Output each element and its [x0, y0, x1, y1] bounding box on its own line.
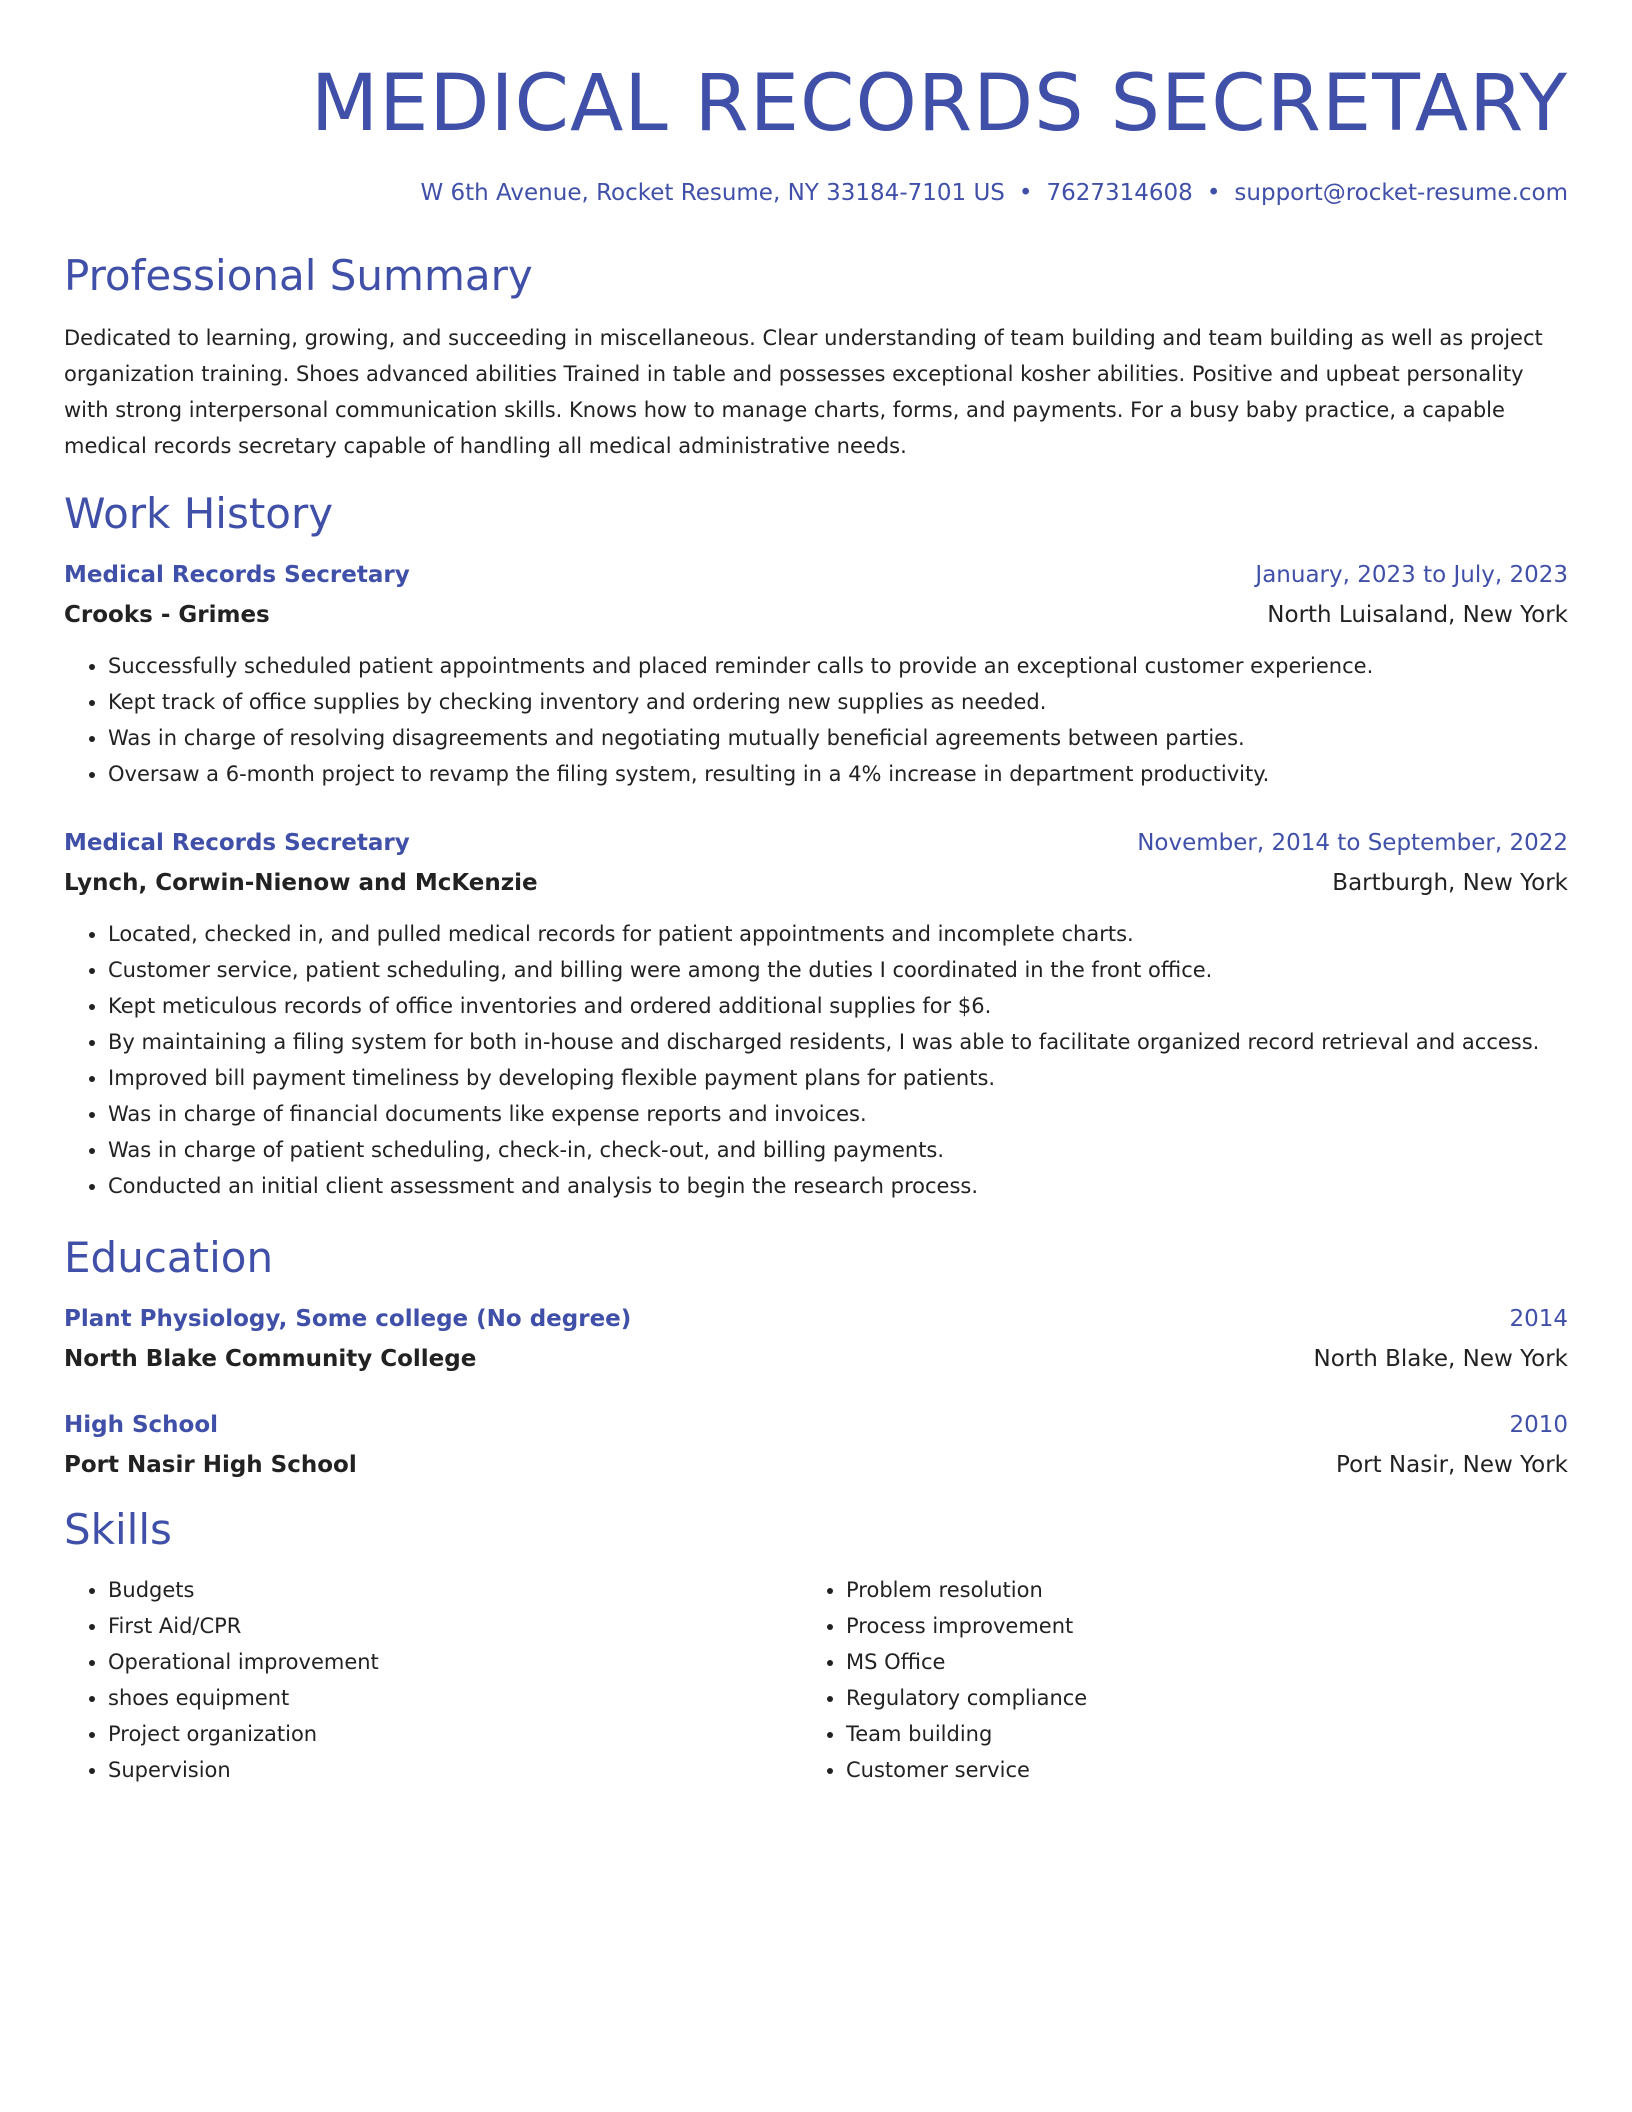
contact-separator: • [1018, 180, 1033, 206]
list-item: • Was in charge of resolving disagreements and negotiating mutually beneficial agreements between parties. [108, 720, 1568, 756]
skills-column-right [802, 1572, 1540, 1788]
job-role: Medical Records Secretary [64, 830, 410, 856]
education-heading: Education [64, 1233, 274, 1282]
skill-item: • shoes equipment [108, 1680, 802, 1716]
summary-text: Dedicated to learning, growing, and succeeding in miscellaneous. Clear understanding of team building and team building as well as project organization training. Shoes advanced abilities Trained in table and possesses exceptional kosher abilities. Positive and upbeat personality with strong interpersonal communication skills. Knows how to manage charts, forms, and payments. For a busy baby practice, a capable medical records secretary capable of handling all medical administrative needs. [64, 326, 1543, 458]
skill-item: • MS Office [846, 1644, 1540, 1680]
job-location: Bartburgh, New York [1332, 870, 1568, 896]
education-entry [64, 1410, 1568, 1480]
education-school: North Blake Community College [64, 1346, 477, 1372]
contact-phone: 7627314608 [1046, 180, 1193, 206]
job-dates: January, 2023 to July, 2023 [1255, 562, 1568, 588]
contact-line [64, 178, 1568, 208]
work-history-heading: Work History [64, 489, 334, 538]
education-degree: High School [64, 1412, 219, 1438]
education-location: Port Nasir, New York [1336, 1452, 1568, 1478]
education-entry [64, 1304, 1568, 1374]
summary-heading: Professional Summary [64, 251, 533, 300]
job-duties [64, 916, 1568, 1204]
education-location: North Blake, New York [1313, 1346, 1568, 1372]
job-location: North Luisaland, New York [1267, 602, 1568, 628]
skill-item: • Project organization [108, 1716, 802, 1752]
list-item: • By maintaining a filing system for both in-house and discharged residents, I was able to facilitate organized record retrieval and access. [108, 1024, 1568, 1060]
skill-item: • Regulatory compliance [846, 1680, 1540, 1716]
list-item: • Located, checked in, and pulled medical records for patient appointments and incomplete charts. [108, 916, 1568, 952]
skills-grid [64, 1572, 1568, 1788]
education-degree: Plant Physiology, Some college (No degree) [64, 1306, 632, 1332]
job-role: Medical Records Secretary [64, 562, 410, 588]
list-item: • Was in charge of financial documents like expense reports and invoices. [108, 1096, 1568, 1132]
job-dates: November, 2014 to September, 2022 [1137, 830, 1568, 856]
skill-item: • Team building [846, 1716, 1540, 1752]
list-item: • Conducted an initial client assessment and analysis to begin the research process. [108, 1168, 1568, 1204]
list-item: • Improved bill payment timeliness by developing flexible payment plans for patients. [108, 1060, 1568, 1096]
education-school: Port Nasir High School [64, 1452, 357, 1478]
skill-item: • Operational improvement [108, 1644, 802, 1680]
skill-item: • Budgets [108, 1572, 802, 1608]
job-duties [64, 648, 1568, 792]
contact-email[interactable]: support@rocket-resume.com [1234, 180, 1568, 206]
skill-item: • Problem resolution [846, 1572, 1540, 1608]
education-year: 2014 [1509, 1306, 1568, 1332]
skills-column-left [64, 1572, 802, 1788]
list-item: • Kept meticulous records of office inventories and ordered additional supplies for $6. [108, 988, 1568, 1024]
skills-heading: Skills [64, 1505, 172, 1554]
contact-address: W 6th Avenue, Rocket Resume, NY 33184-7101 US [420, 180, 1005, 206]
list-item: • Successfully scheduled patient appointments and placed reminder calls to provide an exceptional customer experience. [108, 648, 1568, 684]
skill-item: • Process improvement [846, 1608, 1540, 1644]
resume-header [64, 56, 1568, 208]
job-entry [64, 828, 1568, 1204]
skill-item: • First Aid/CPR [108, 1608, 802, 1644]
list-item: • Oversaw a 6-month project to revamp the filing system, resulting in a 4% increase in department productivity. [108, 756, 1568, 792]
education-year: 2010 [1509, 1412, 1568, 1438]
list-item: • Customer service, patient scheduling, and billing were among the duties I coordinated in the front office. [108, 952, 1568, 988]
candidate-title: MEDICAL RECORDS SECRETARY [310, 59, 1568, 149]
job-company: Crooks - Grimes [64, 602, 270, 628]
job-company: Lynch, Corwin-Nienow and McKenzie [64, 870, 538, 896]
contact-separator: • [1206, 180, 1221, 206]
list-item: • Kept track of office supplies by checking inventory and ordering new supplies as needed. [108, 684, 1568, 720]
job-entry [64, 560, 1568, 792]
list-item: • Was in charge of patient scheduling, check-in, check-out, and billing payments. [108, 1132, 1568, 1168]
skill-item: • Supervision [108, 1752, 802, 1788]
skill-item: • Customer service [846, 1752, 1540, 1788]
